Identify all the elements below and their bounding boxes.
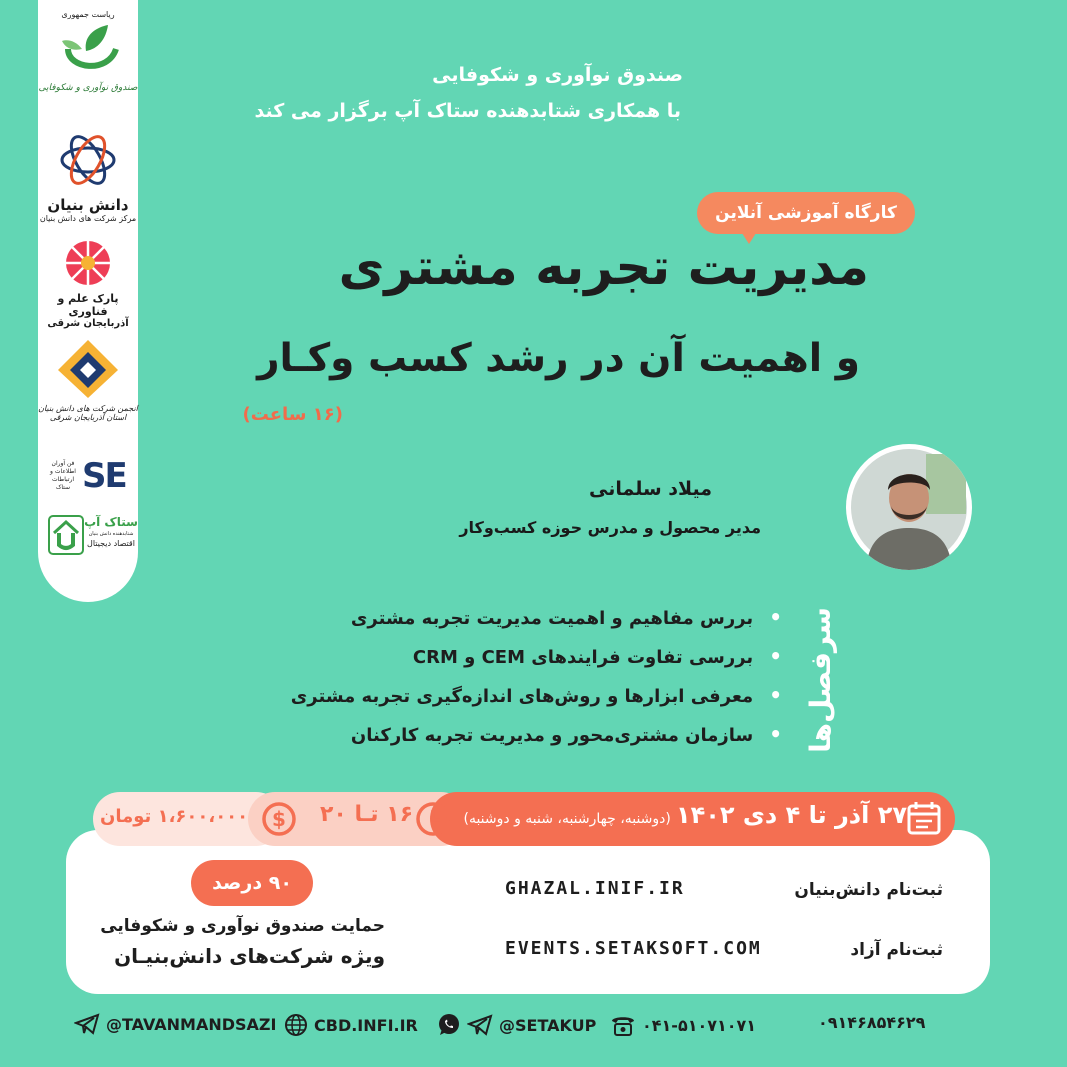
speaker-role: مدیر محصول و مدرس حوزه کسب‌وکار	[459, 518, 761, 537]
footer-phone[interactable]	[610, 1013, 756, 1037]
park-logo-title: پارک علم و فناوری	[57, 292, 119, 318]
knowledge-registration-url[interactable]: GHAZAL.INIF.IR	[505, 878, 685, 899]
mobile-number: ۰۹۱۴۶۸۵۴۶۲۹	[818, 1013, 926, 1032]
free-registration-url[interactable]: EVENTS.SETAKSOFT.COM	[505, 938, 762, 959]
dollar-icon	[260, 800, 298, 838]
date-range: ۲۷ آذر تا ۴ دی ۱۴۰۲	[675, 801, 907, 829]
svg-text:$: $	[272, 807, 286, 831]
park-logo-subtitle: آذربایجان شرقی	[47, 318, 129, 329]
footer-website[interactable]	[284, 1013, 418, 1037]
telegram-icon	[467, 1014, 493, 1036]
website-url: CBD.INFI.IR	[314, 1015, 418, 1035]
atom-icon	[38, 128, 138, 192]
setakup-logo	[48, 515, 138, 559]
globe-icon	[284, 1013, 308, 1037]
danesh-logo-title: دانش بنیان	[47, 196, 129, 214]
topics-list	[182, 598, 782, 754]
session-days: (دوشنبه، چهارشنبه، شنبه و دوشنبه)	[463, 811, 671, 827]
danesh-bonyan-logo	[38, 128, 138, 223]
clock-icon	[414, 800, 452, 838]
support-line: حمایت صندوق نوآوری و شکوفایی	[100, 916, 385, 936]
fund-logo-caption: صندوق نوآوری و شکوفایی	[38, 83, 138, 93]
knowledge-registration-label: ثبت‌نام دانش‌بنیان	[794, 880, 943, 900]
speaker-name: میلاد سلمانی	[589, 478, 712, 500]
footer-social-setakup[interactable]	[437, 1013, 596, 1037]
telegram-icon	[74, 1013, 100, 1035]
organizer-title: صندوق نوآوری و شکوفایی	[432, 64, 683, 86]
association-line2: استان آذربایجان شرقی	[49, 413, 127, 422]
diamond-emblem-icon	[38, 338, 138, 400]
event-subtitle: و اهمیت آن در رشد کسب وکـار	[257, 336, 860, 381]
topic-item: • معرفی ابزارها و روش‌های اندازه‌گیری تجربه مشتری	[182, 676, 782, 715]
event-price: ۱،۶۰۰،۰۰۰ تومان	[100, 806, 249, 827]
online-workshop-badge: کارگاه آموزشی آنلاین	[697, 192, 915, 234]
innovation-fund-logo	[38, 10, 138, 93]
setakup-title: ستاک آپ	[84, 515, 138, 529]
setakup-sub1: شتابدهنده دانش بنیان	[88, 531, 134, 537]
association-line1: انجمن شرکت های دانش بنیان	[38, 404, 138, 413]
telephone-icon	[610, 1013, 636, 1037]
topic-item: • بررس مفاهیم و اهمیت مدیریت تجربه مشتری	[182, 598, 782, 637]
topic-item: • بررسی تفاوت فرایندهای CEM و CRM	[182, 637, 782, 676]
setakup-house-icon	[48, 515, 84, 555]
fund-logo-caption-top: ریاست جمهوری	[61, 10, 115, 19]
registration-panel	[66, 830, 990, 994]
discount-badge: ۹۰ درصد	[191, 860, 313, 906]
speaker-avatar-icon	[846, 444, 972, 570]
support-target-line: ویژه شرکت‌های دانش‌بنیـان	[114, 944, 385, 968]
setak-logo	[48, 456, 134, 500]
social-handle: @SETAKUP	[499, 1015, 597, 1035]
topic-item: • سازمان مشتری‌محور و مدیریت تجربه کارکنان	[182, 715, 782, 754]
footer-telegram-tavanmand[interactable]	[74, 1013, 276, 1035]
event-hours: (۱۶ ساعت)	[242, 404, 343, 425]
association-logo	[38, 338, 138, 422]
event-time: ۱۶ تـا ۲۰	[320, 802, 414, 827]
topics-label: سرفصل‌ها	[803, 607, 837, 753]
event-title: مدیریت تجربه مشتری	[338, 238, 869, 296]
phone-number: ۰۴۱-۵۱۰۷۱۰۷۱	[642, 1015, 757, 1035]
cooperation-line: با همکاری شتابدهنده ستاک آپ برگزار می کند	[254, 100, 681, 122]
free-registration-label: ثبت‌نام آزاد	[850, 940, 943, 960]
danesh-logo-subtitle: مرکز شرکت های دانش بنیان	[39, 214, 137, 223]
setak-side-text: فن آوران اطلاعات و ارتباطات ستاک	[50, 460, 76, 491]
calendar-icon	[906, 800, 942, 836]
telegram-handle: @TAVANMANDSAZI	[106, 1014, 277, 1034]
setakup-sub2: اقتصاد دیجیتال	[87, 539, 135, 548]
setak-mark: SE	[82, 456, 126, 496]
park-wheel-icon	[38, 238, 138, 288]
whatsapp-icon	[437, 1013, 461, 1037]
sponsor-logo-column	[38, 0, 138, 602]
science-park-logo	[38, 238, 138, 329]
event-dates	[463, 801, 907, 829]
leaf-icon	[38, 19, 138, 79]
speaker-photo	[846, 444, 972, 570]
footer-mobile[interactable]	[818, 1013, 925, 1032]
